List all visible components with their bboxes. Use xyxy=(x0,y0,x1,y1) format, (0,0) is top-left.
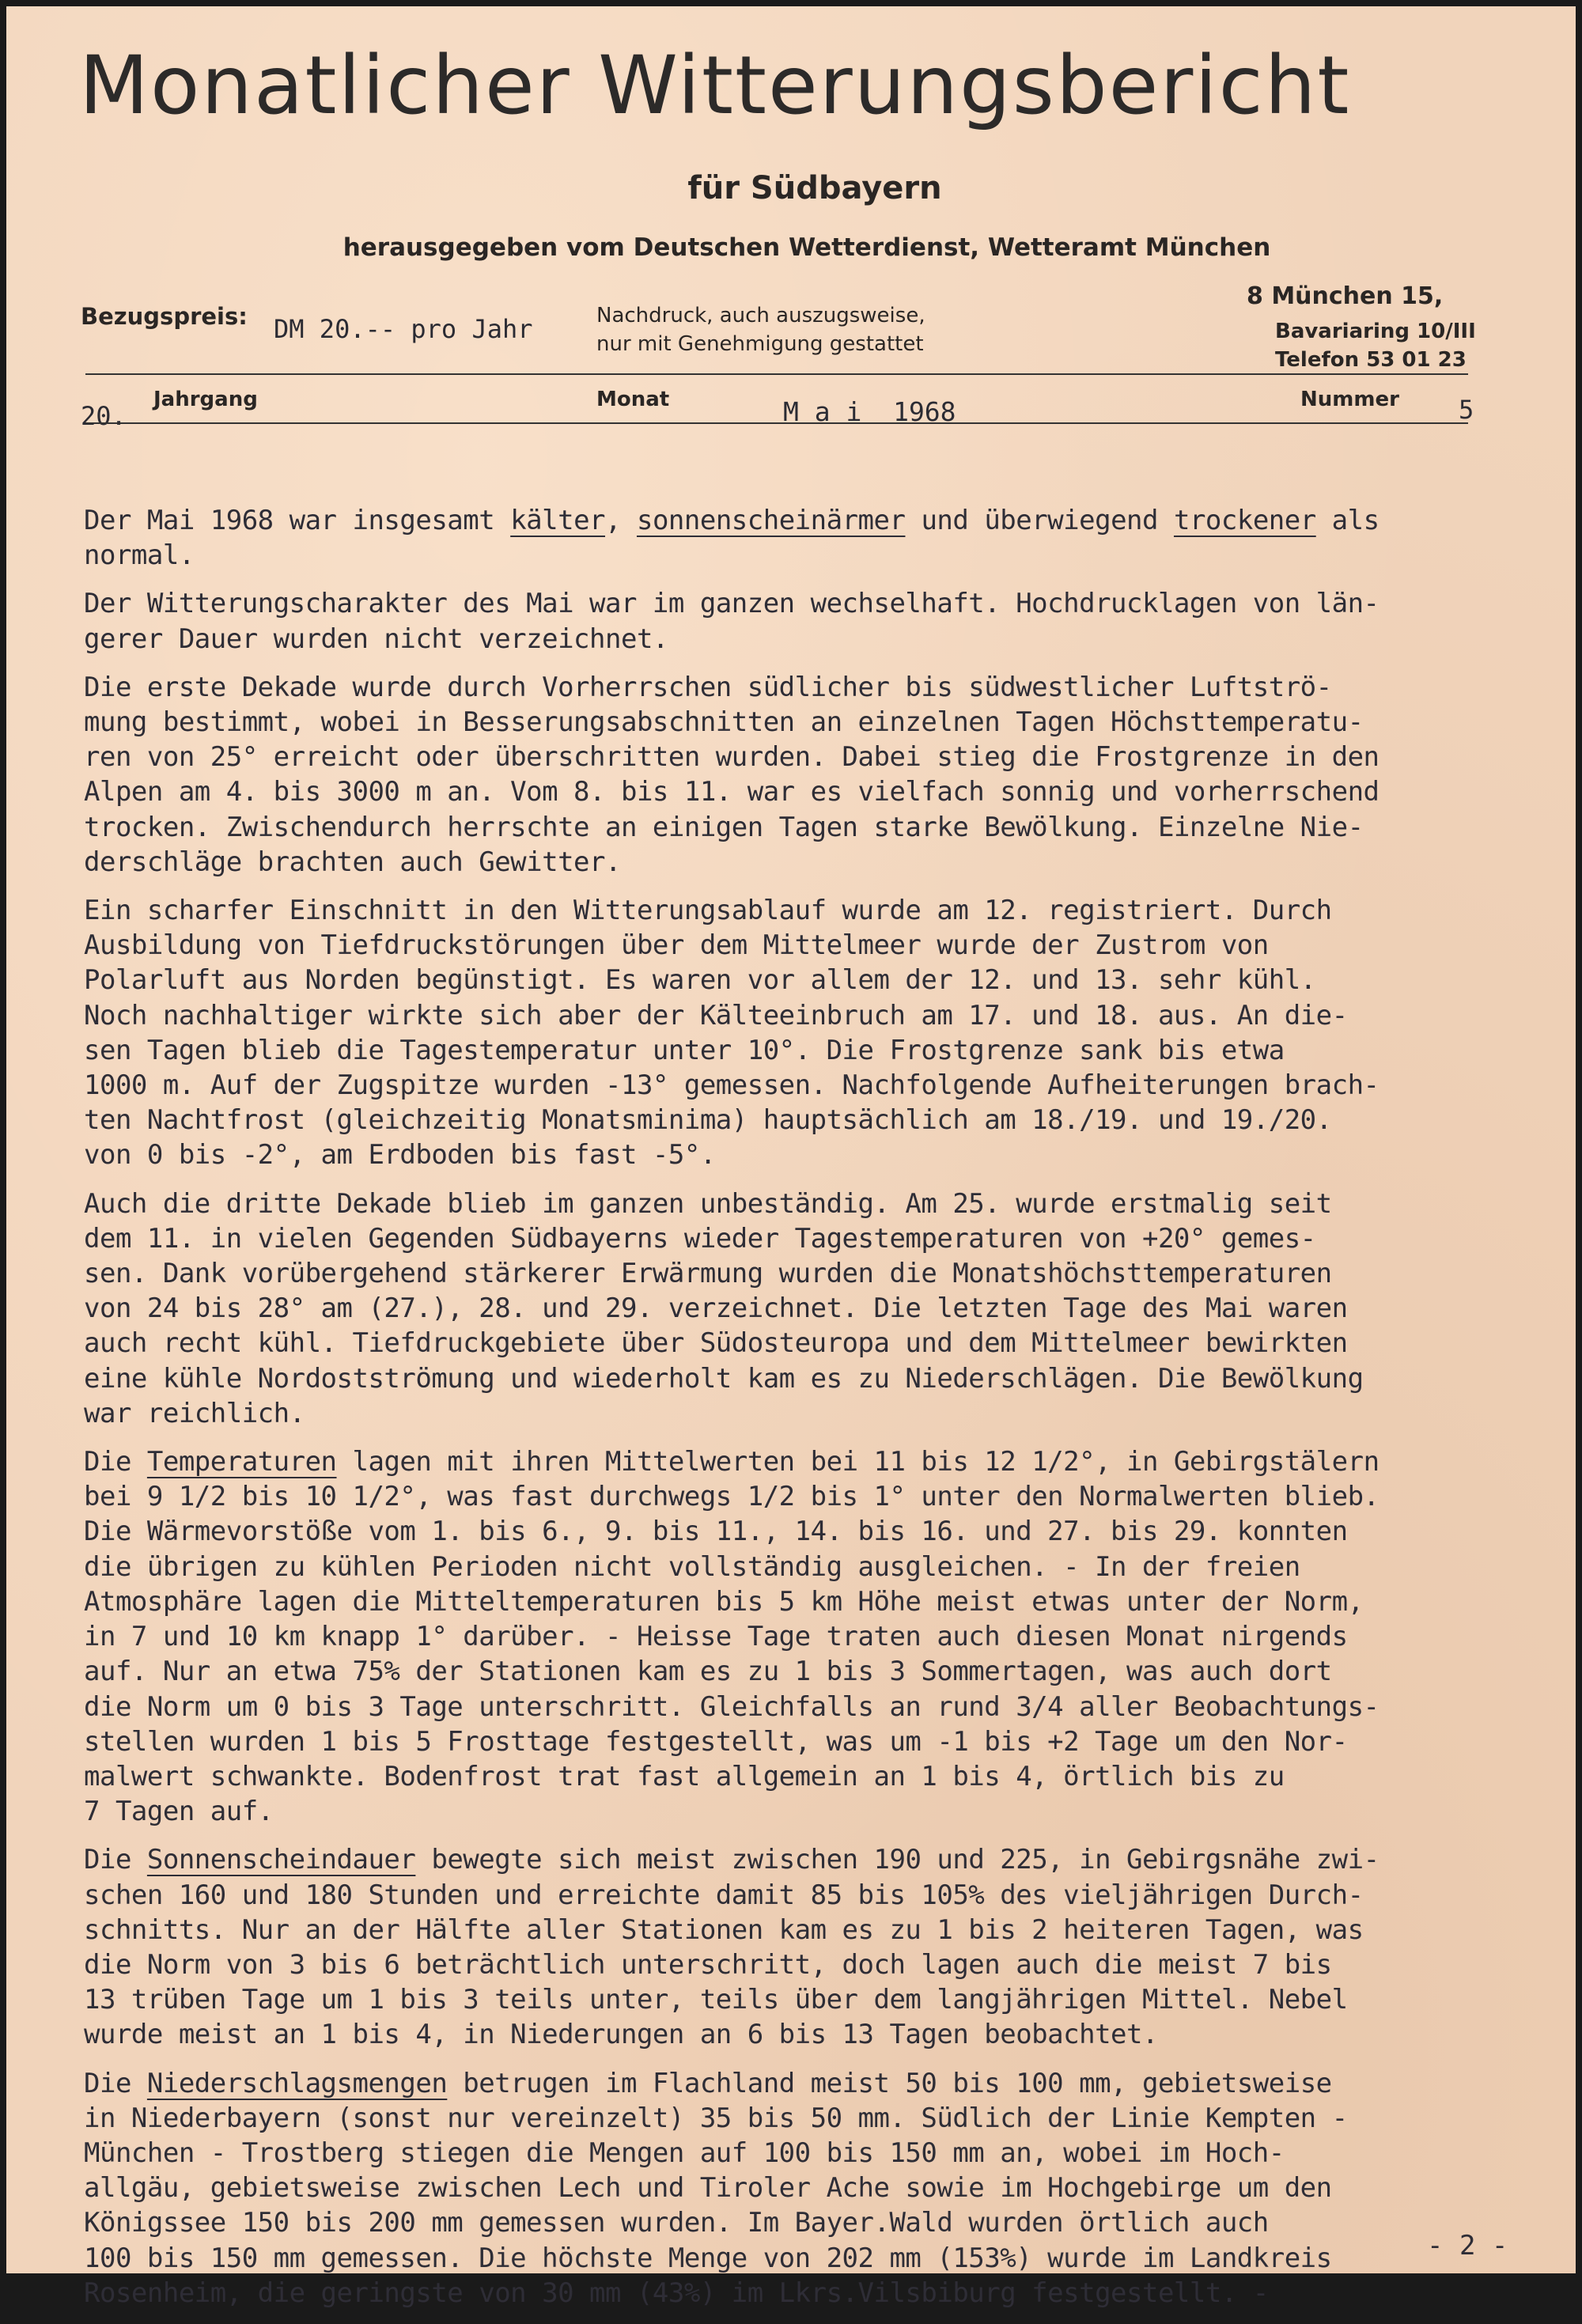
bezugspreis-label: Bezugspreis: xyxy=(81,303,248,330)
underlined-term: kälter xyxy=(510,505,606,536)
nummer-label: Nummer xyxy=(1300,388,1399,411)
underlined-term: trockener xyxy=(1173,505,1316,536)
paragraph-text: und überwiegend xyxy=(905,505,1174,536)
nachdruck-line-1: Nachdruck, auch auszugsweise, xyxy=(596,304,925,327)
paragraph-text: , xyxy=(605,505,637,536)
report-paragraph-2 xyxy=(84,586,1539,656)
nummer-value: 5 xyxy=(1459,395,1474,425)
report-paragraph-3 xyxy=(84,670,1539,880)
paragraph-text: Ein scharfer Einschnitt in den Witterungsablauf wurde am 12. registriert. Durch Ausbildung von Tiefdruckstörungen über dem Mittelmeer wurde der Zustrom von Polarluft aus Norden begünstigt. Es waren vor allem der 12. und 13. sehr kühl. Noch nachhaltiger wirkte sich aber der Kälteeinbruch am 17. und 18. aus. An die- sen Tagen blieb die Tagestemperatur unter 10°. Die Frostgrenze sank bis etwa 1000 m. Auf der Zugspitze wurden -13° gemessen. Nachfolgende Aufheiterungen brach- ten Nachtfrost (gleichzeitig Monatsminima) hauptsächlich am 18./19. und 19./20. von 0 bis -2°, am Erdboden bis fast -5°. xyxy=(84,895,1380,1171)
address-line-2: Bavariaring 10/III xyxy=(1275,320,1476,343)
paragraph-text: Die xyxy=(84,1446,147,1478)
report-body xyxy=(84,503,1539,2324)
monat-label: Monat xyxy=(596,388,670,411)
paragraph-text: Die erste Dekade wurde durch Vorherrschen südlicher bis südwestlicher Luftströ- mung bestimmt, wobei in Besserungsabschnitten an einzelnen Tagen Höchsttemperatu- ren von 25° erreicht oder überschritten wurden. Dabei stieg die Frostgrenze in den Alpen am 4. bis 3000 m an. Vom 8. bis 11. war es vielfach sonnig und vorherrschend trocken. Zwischendurch herrschte an einigen Tagen starke Bewölkung. Einzelne Nie- derschläge brachten auch Gewitter. xyxy=(84,671,1380,878)
nachdruck-line-2: nur mit Genehmigung gestattet xyxy=(596,332,924,356)
report-paragraph-6 xyxy=(84,1444,1539,1829)
report-paragraph-7 xyxy=(84,1842,1539,2052)
document-page xyxy=(6,6,1576,2309)
paragraph-text: bewegte sich meist zwischen 190 und 225, in Gebirgsnähe zwi- schen 160 und 180 Stunden und erreichte damit 85 bis 105% des vieljährigen Durch- schnitts. Nur an der Hälfte aller Stationen kam es zu 1 bis 2 heiteren Tagen, was die Norm von 3 bis 6 beträchtlich unterschritt, doch lagen auch die meist 7 bis 13 trüben Tage um 1 bis 3 teils unter, teils über dem langjährigen Mittel. Nebel wurde meist an 1 bis 4, in Niederungen an 6 bis 13 Tagen beobachtet. xyxy=(84,1844,1380,2051)
bezugspreis-value: DM 20.-- pro Jahr xyxy=(274,314,533,344)
jahrgang-value: 20. xyxy=(81,401,127,431)
paragraph-text: Der Mai 1968 war insgesamt xyxy=(84,505,511,536)
monat-value: M a i 1968 xyxy=(783,396,956,427)
paragraph-text: Auch die dritte Dekade blieb im ganzen unbeständig. Am 25. wurde erstmalig seit dem 11. in vielen Gegenden Südbayerns wieder Tagestemperaturen von +20° gemes- sen. Dank vorübergehend stärkerer Erwärmung wurden die Monatshöchsttemperaturen von 24 bis 28° am (27.), 28. und 29. verzeichnet. Die letzten Tage des Mai waren auch recht kühl. Tiefdruckgebiete über Südosteuropa und dem Mittelmeer bewirkten eine kühle Nordostströmung und wiederholt kam es zu Niederschlägen. Die Bewölkung war reichlich. xyxy=(84,1187,1364,1429)
underlined-term: Niederschlagsmengen xyxy=(146,2067,448,2099)
page-number: - 2 - xyxy=(1427,2230,1508,2262)
header-rule-top xyxy=(85,373,1468,375)
report-paragraph-8 xyxy=(84,2066,1539,2311)
address-line-3: Telefon 53 01 23 xyxy=(1275,348,1467,372)
address-line-1: 8 München 15, xyxy=(1247,282,1444,310)
underlined-term: Sonnenscheindauer xyxy=(146,1844,416,1876)
underlined-term: Temperaturen xyxy=(146,1446,337,1478)
report-paragraph-1 xyxy=(84,503,1539,573)
report-paragraph-5 xyxy=(84,1187,1539,1431)
paragraph-text: als normal. xyxy=(84,505,1380,572)
report-paragraph-4 xyxy=(84,893,1539,1173)
document-subtitle: für Südbayern xyxy=(687,170,942,206)
document-title: Monatlicher Witterungsbericht xyxy=(79,39,1351,133)
paragraph-text: Die xyxy=(84,2067,147,2099)
paragraph-text: betrugen im Flachland meist 50 bis 100 mm, gebietsweise in Niederbayern (sonst nur vereinzelt) 35 bis 50 mm. Südlich der Linie Kempten - München - Trostberg stiegen die Mengen auf 100 bis 150 mm an, wobei im Hoch- allgäu, gebietsweise zwischen Lech und Tiroler Ache sowie im Hochgebirge um den Königssee 150 bis 200 mm gemessen wurden. Im Bayer.Wald wurden örtlich auch 100 bis 150 mm gemessen. Die höchste Menge von 202 mm (153%) wurde im Landkreis Rosenheim, die geringste von 30 mm (43%) im Lkrs.Vilsbiburg festgestellt. - xyxy=(84,2067,1348,2309)
paragraph-text: Die xyxy=(84,1844,147,1876)
publisher-line: herausgegeben vom Deutschen Wetterdienst, Wetteramt München xyxy=(343,233,1271,262)
paragraph-text: lagen mit ihren Mittelwerten bei 11 bis 12 1/2°, in Gebirgstälern bei 9 1/2 bis 10 1/2°, was fast durchwegs 1/2 bis 1° unter den Normalwerten blieb. Die Wärmevorstöße vom 1. bis 6., 9. bis 11., 14. bis 16. und 27. bis 29. konnten die übrigen zu kühlen Perioden nicht vollständig ausgleichen. - In der freien Atmosphäre lagen die Mitteltemperaturen bis 5 km Höhe meist etwas unter der Norm, in 7 und 10 km knapp 1° darüber. - Heisse Tage traten auch diesen Monat nirgends auf. Nur an etwa 75% der Stationen kam es zu 1 bis 3 Sommertagen, was auch dort die Norm um 0 bis 3 Tage unterschritt. Gleichfalls an rund 3/4 aller Beobachtungs- stellen wurden 1 bis 5 Frosttage festgestellt, was um -1 bis +2 Tage um den Nor- malwert schwankte. Bodenfrost trat fast allgemein an 1 bis 4, örtlich bis zu 7 Tagen auf. xyxy=(84,1446,1380,1828)
header-rule-bottom xyxy=(85,422,1468,424)
jahrgang-label: Jahrgang xyxy=(153,388,258,411)
underlined-term: sonnenscheinärmer xyxy=(636,505,906,536)
paragraph-text: Der Witterungscharakter des Mai war im ganzen wechselhaft. Hochdrucklagen von län- gerer Dauer wurden nicht verzeichnet. xyxy=(84,588,1380,655)
